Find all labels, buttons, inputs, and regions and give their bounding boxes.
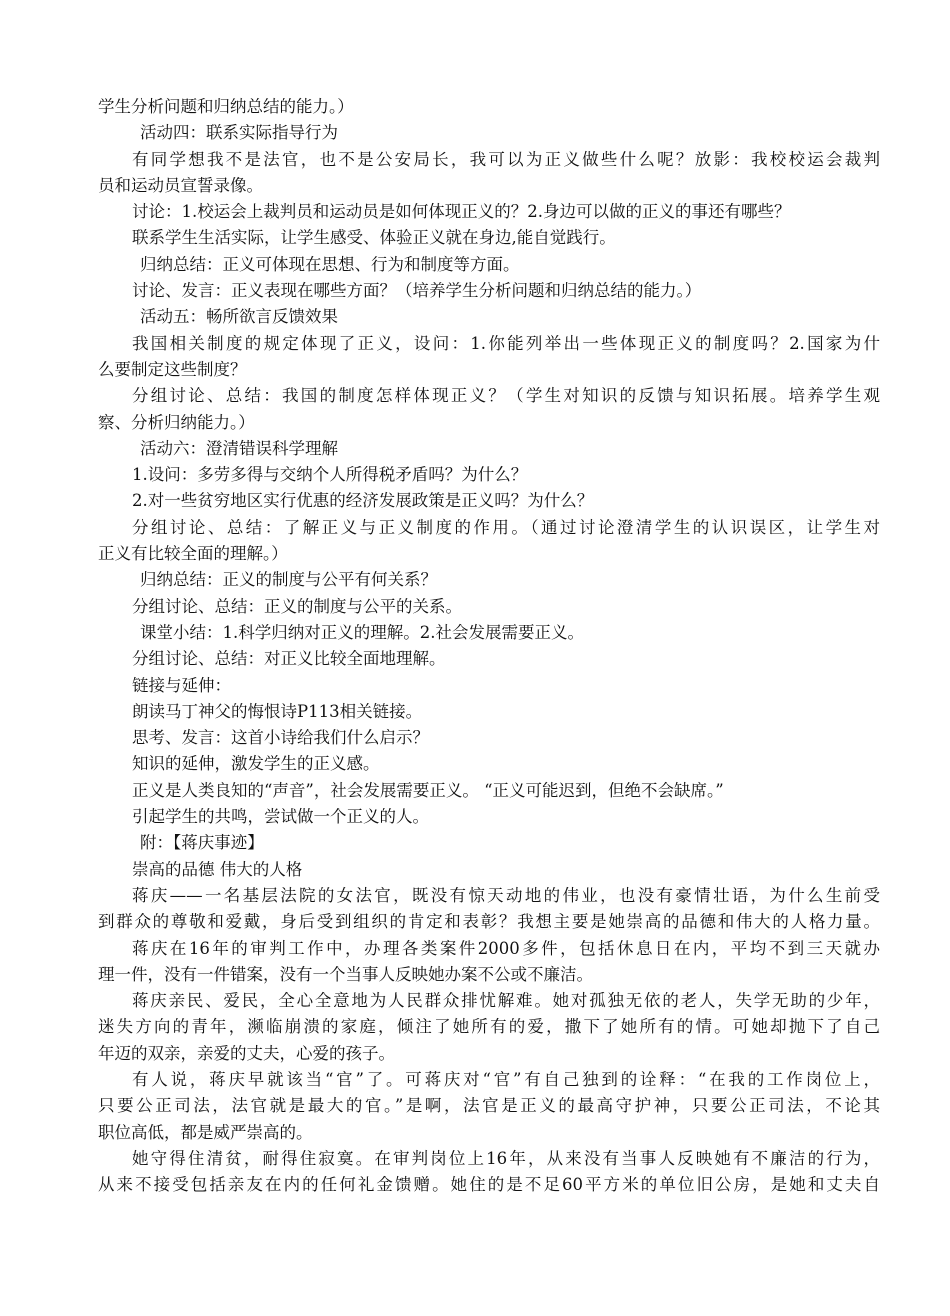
text-line: 员和运动员宣誓录像。 <box>98 175 263 195</box>
text-line: 察、分析归纳能力。） <box>98 412 255 432</box>
text-line: 有人说，蒋庆早就该当“官”了。可蒋庆对“官”有自己独到的诠释：“在我的工作岗位上， <box>132 1069 880 1089</box>
text-line: 蒋庆亲民、爱民，全心全意地为人民群众排忧解难。她对孤独无依的老人，失学无助的少年， <box>132 991 880 1011</box>
text-line: 分组讨论、总结：我国的制度怎样体现正义？（学生对知识的反馈与知识拓展。培养学生观 <box>132 386 880 406</box>
appendix-subtitle: 崇高的品德 伟大的人格 <box>132 859 303 879</box>
text-line: 分组讨论、总结：了解正义与正义制度的作用。（通过讨论澄清学生的认识误区，让学生对 <box>132 517 880 537</box>
text-line: 到群众的尊敬和爱戴，身后受到组织的肯定和表彰？我想主要是她崇高的品德和伟大的人格力量。 <box>98 912 880 932</box>
text-line: 学生分析问题和归纳总结的能力。） <box>98 97 354 116</box>
text-line: 理一件，没有一件错案，没有一个当事人反映她办案不公或不廉洁。 <box>98 964 593 984</box>
text-line: 1.设问：多劳多得与交纳个人所得税矛盾吗？为什么？ <box>132 465 528 485</box>
text-line: 蒋庆在16年的审判工作中，办理各类案件2000多件，包括休息日在内，平均不到三天就办 <box>132 938 880 958</box>
text-line: 年迈的双亲，亲爱的丈夫，心爱的孩子。 <box>98 1043 395 1063</box>
text-line: 引起学生的共鸣，尝试做一个正义的人。 <box>132 807 429 827</box>
text-line: 知识的延伸，激发学生的正义感。 <box>132 754 380 774</box>
text-line: 分组讨论、总结：正义的制度与公平的关系。 <box>132 596 462 616</box>
text-line: 课堂小结：1.科学归纳对正义的理解。2.社会发展需要正义。 <box>140 622 584 642</box>
section-heading-activity-6: 活动六：澄清错误科学理解 <box>140 438 338 458</box>
section-heading-activity-5: 活动五：畅所欲言反馈效果 <box>140 307 338 327</box>
text-line: 她守得住清贫，耐得住寂寞。在审判岗位上16年，从来没有当事人反映她有不廉洁的行为， <box>132 1148 880 1168</box>
text-line: 联系学生生活实际，让学生感受、体验正义就在身边,能自觉践行。 <box>132 228 616 248</box>
section-heading-activity-4: 活动四：联系实际指导行为 <box>140 123 338 143</box>
text-line: 蒋庆——一名基层法院的女法官，既没有惊天动地的伟业，也没有豪情壮语，为什么生前受 <box>132 885 880 905</box>
text-line: 2.对一些贫穷地区实行优惠的经济发展政策是正义吗？为什么？ <box>132 491 594 511</box>
text-line: 链接与延伸： <box>132 675 231 695</box>
text-line: 归纳总结：正义可体现在思想、行为和制度等方面。 <box>140 254 520 274</box>
text-line: 分组讨论、总结：对正义比较全面地理解。 <box>132 649 446 669</box>
text-line: 我国相关制度的规定体现了正义，设问：1.你能列举出一些体现正义的制度吗？2.国家为什 <box>132 333 880 353</box>
text-line: 迷失方向的青年，濒临崩溃的家庭，倾注了她所有的爱，撒下了她所有的情。可她却抛下了自己 <box>98 1017 880 1037</box>
text-line: 只要公正司法，法官就是最大的官。”是啊，法官是正义的最高守护神，只要公正司法，不论其 <box>98 1096 880 1116</box>
text-line: 思考、发言：这首小诗给我们什么启示？ <box>132 728 429 748</box>
text-line: 朗读马丁神父的悔恨诗P113相关链接。 <box>132 701 423 721</box>
text-line: 么要制定这些制度？ <box>98 359 247 379</box>
text-line: 正义有比较全面的理解。） <box>98 544 288 564</box>
text-line: 讨论、发言：正义表现在哪些方面？（培养学生分析问题和归纳总结的能力。） <box>132 281 702 301</box>
document-body <box>98 94 880 1198</box>
text-line: 职位高低，都是威严崇高的。 <box>98 1122 313 1142</box>
text-line: 从来不接受包括亲友在内的任何礼金馈赠。她住的是不足60平方米的单位旧公房，是她和丈夫自 <box>98 1175 880 1195</box>
appendix-heading: 附：【蒋庆事迹】 <box>140 833 264 853</box>
text-line: 归纳总结：正义的制度与公平有何关系？ <box>140 570 437 590</box>
text-line: 有同学想我不是法官，也不是公安局长，我可以为正义做些什么呢？放影：我校校运会裁判 <box>132 149 880 169</box>
text-line: 讨论：1.校运会上裁判员和运动员是如何体现正义的？2.身边可以做的正义的事还有哪些？ <box>132 202 791 222</box>
text-line: 正义是人类良知的“声音”，社会发展需要正义。 “正义可能迟到，但绝不会缺席。” <box>132 780 724 800</box>
